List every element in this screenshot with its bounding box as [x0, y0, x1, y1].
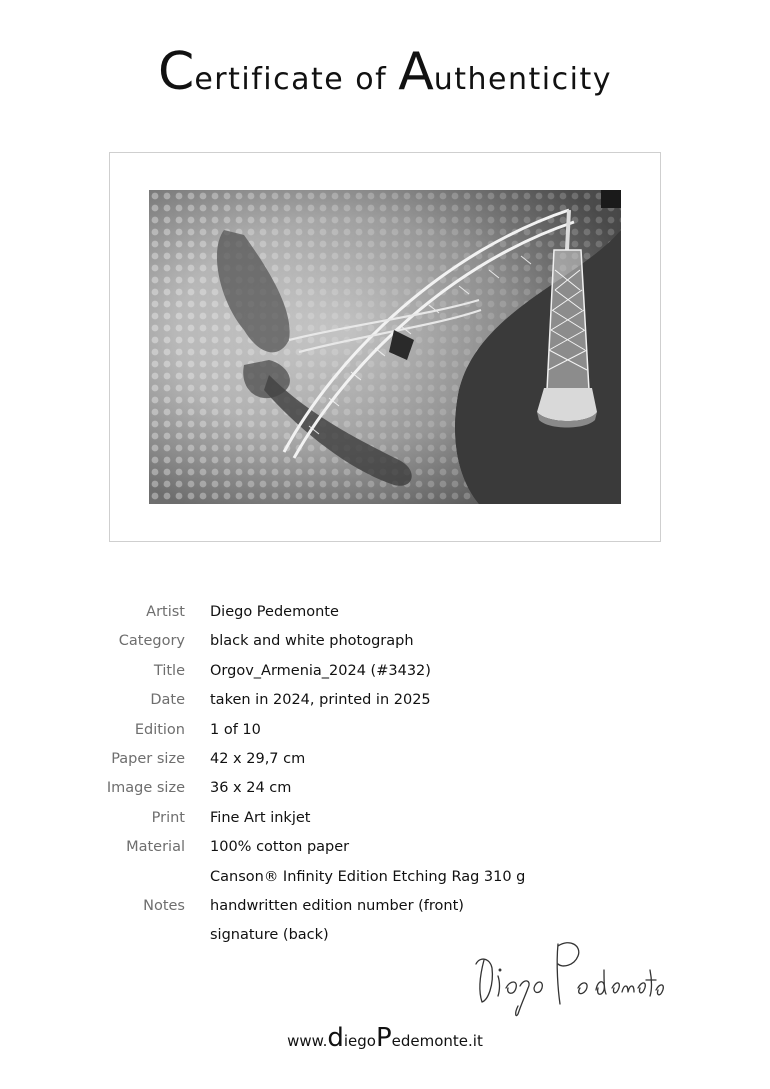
title-part-2: uthenticity — [433, 62, 612, 97]
detail-value: signature (back) — [210, 927, 329, 944]
detail-label: Print — [151, 809, 185, 826]
detail-row-print — [0, 806, 770, 835]
detail-value: Canson® Infinity Edition Etching Rag 310 g — [210, 868, 526, 885]
detail-row-material-continued — [0, 865, 770, 894]
detail-value: black and white photograph — [210, 633, 414, 650]
telescope-image — [149, 190, 621, 504]
signature-icon — [470, 930, 670, 1020]
detail-row-edition — [0, 718, 770, 747]
artwork-details — [0, 600, 770, 953]
site-part-2: edemonte.it — [391, 1032, 483, 1050]
certificate-title — [0, 42, 770, 102]
detail-label: Artist — [146, 604, 185, 620]
detail-row-artist — [0, 600, 770, 629]
detail-row-category — [0, 629, 770, 658]
handwritten-signature — [470, 930, 670, 1020]
detail-value: 42 x 29,7 cm — [210, 750, 306, 767]
detail-row-notes — [0, 894, 770, 923]
detail-row-material — [0, 835, 770, 864]
detail-label: Notes — [143, 897, 185, 914]
detail-row-title — [0, 659, 770, 688]
title-part-1: ertificate of — [194, 62, 399, 97]
detail-value: handwritten edition number (front) — [210, 897, 464, 914]
detail-value: 36 x 24 cm — [210, 780, 292, 797]
detail-label: Material — [126, 839, 185, 856]
artwork-photograph — [149, 190, 621, 504]
website-footer — [0, 1023, 770, 1053]
site-prefix: www. — [287, 1032, 328, 1050]
site-initial-p: P — [375, 1023, 392, 1053]
detail-value: 1 of 10 — [210, 721, 261, 738]
title-initial-a: A — [398, 42, 434, 102]
detail-label: Date — [150, 692, 185, 709]
detail-label: Category — [118, 633, 185, 650]
detail-label: Edition — [134, 721, 185, 738]
detail-row-paper-size — [0, 747, 770, 776]
detail-value: Orgov_Armenia_2024 (#3432) — [210, 662, 431, 679]
detail-value: 100% cotton paper — [210, 839, 350, 856]
detail-value: taken in 2024, printed in 2025 — [210, 692, 431, 709]
detail-label: Image size — [106, 780, 185, 797]
site-initial-d: d — [327, 1023, 344, 1053]
title-initial-c: C — [158, 42, 195, 102]
detail-value: Diego Pedemonte — [210, 604, 339, 620]
detail-value: Fine Art inkjet — [210, 809, 311, 826]
detail-label: Title — [153, 662, 185, 679]
detail-row-image-size — [0, 776, 770, 805]
detail-label: Paper size — [111, 750, 185, 767]
detail-row-date — [0, 688, 770, 717]
site-part-1: iego — [343, 1032, 376, 1050]
